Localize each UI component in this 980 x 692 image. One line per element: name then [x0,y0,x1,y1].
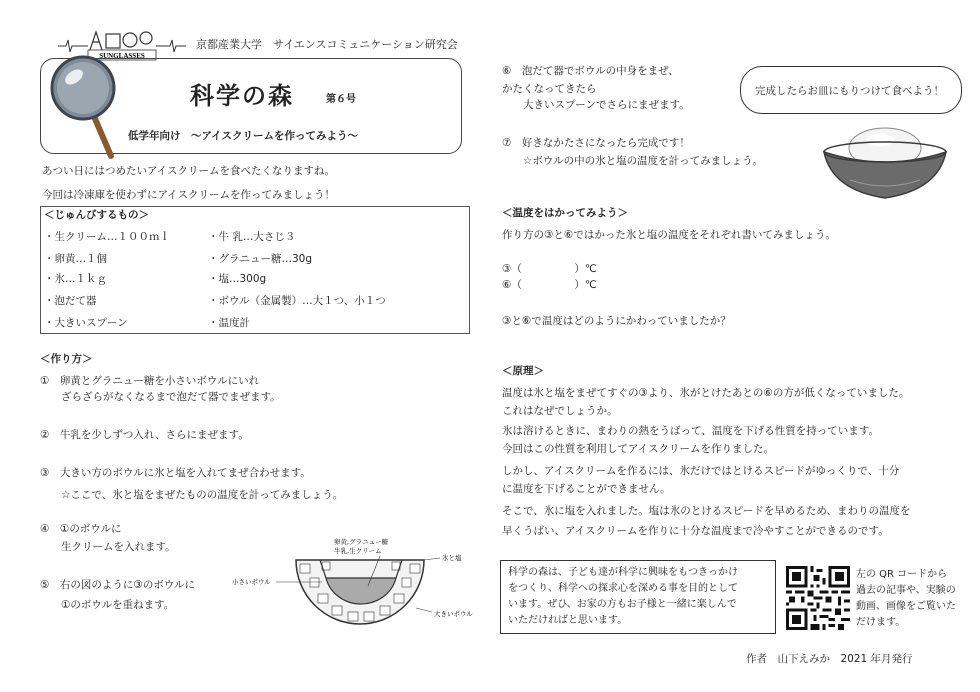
material-item: ・氷…１ｋｇ [44,273,107,285]
material-item: ・塩…300g [208,273,267,285]
step-line: ① 卵黄とグラニュー糖を小さいボウルにいれ [40,375,260,387]
qr-code-icon[interactable] [786,566,850,630]
principle-heading: ＜原理＞ [502,365,544,377]
measure-row-6: ⑥（ ）℃ [502,279,597,291]
step-line: 生クリームを入れます。 [40,541,176,553]
diagram-label-mix2: 牛乳,生クリーム [334,547,382,555]
measure-text: 作り方の③と⑥ではかった氷と塩の温度をそれぞれ書いてみましょう。 [502,229,836,241]
qr-text-line: 動画、画像をご覧いた [856,601,956,612]
step-line: ② 牛乳を少しずつ入れ、さらにまぜます。 [40,429,249,441]
measure-heading: ＜温度をはかってみよう＞ [502,207,628,219]
step-line: ⑤ 右の図のように③のボウルに [40,579,196,591]
diagram-label-ice: 氷と塩 [442,554,462,562]
material-item: ・牛 乳…大さじ３ [208,231,296,243]
info-line: 科学の森は、子ども達が科学に興味をもつきっかけ [508,567,738,578]
step-line: かたくなってきたら [502,83,597,95]
material-item: ・ボウル（金属製）…大１つ、小１つ [208,295,386,307]
step-line: ④ ①のボウルに [40,523,122,535]
step-line: ざらざらがなくなるまで泡だて器でまぜます。 [40,391,281,403]
bowl-diagram [230,538,492,636]
material-item: ・卵黄…１個 [44,253,107,265]
principle-line: しかし、アイスクリームを作るには、氷だけではとけるスピードがゆっくりで、十分 [502,465,900,477]
speech-bubble-text: 完成したらお皿にもりつけて食べよう！ [755,85,944,97]
intro-line: あつい日にはつめたいアイスクリームを食べたくなりますね。 [42,165,335,177]
magnifier-icon [45,52,145,162]
diagram-label-big: 大きいボウル [434,610,473,618]
info-line: をつくり、科学への探求心を深める事を目的として [508,583,738,594]
principle-line: 今回はこの性質を利用してアイスクリームを作りました。 [502,443,774,455]
step-line: ⑥ 泡だて器でボウルの中身をまぜ、 [502,65,679,77]
step-line: ☆ボウルの中の氷と塩の温度を計ってみましょう。 [502,155,764,167]
materials-box [40,206,470,334]
material-item: ・温度計 [208,317,250,329]
principle-line: に温度を下げることができません。 [502,483,671,495]
qr-text-line: 過去の記事や、実験の [856,585,956,596]
diagram-label-small: 小さいボウル [232,578,271,586]
page-subtitle: 低学年向け ～アイスクリームを作ってみよう～ [128,130,358,142]
page-title: 科学の森 [190,82,294,110]
step-line: 大きいスプーンでさらにまぜます。 [502,99,690,111]
logo-text: SUNGLASSES [99,52,145,60]
diagram-label-mix: 卵黄,グラニュー糖 [334,538,389,546]
step-line: ③ 大きい方のボウルに氷と塩を入れてまぜ合わせます。 [40,467,311,479]
principle-line: 早くうばい、アイスクリームを作りに十分な温度まで冷やすことができるのです。 [502,525,889,537]
step-line: ☆ここで、氷と塩をまぜたものの温度を計ってみましょう。 [40,489,344,501]
principle-line: 温度は氷と塩をまぜてすぐの③より、氷がとけたあとの⑥の方が低くなっていました。 [502,387,910,399]
step-line: ⑦ 好きなかたさになったら完成です！ [502,137,690,149]
measure-question: ③と⑥で温度はどのようにかわっていましたか？ [502,315,731,327]
footer-author: 作者 山下えみか 2021 年月発行 [746,653,913,665]
ice-cream-bowl-icon [820,118,950,204]
issue-number: 第６号 [326,94,356,105]
material-item: ・大きいスプーン [44,317,128,329]
materials-heading: ＜じゅんびするもの＞ [44,209,149,221]
org-name: 京都産業大学 サイエンスコミュニケーション研究会 [196,38,458,51]
qr-text-line: 左の QR コードから [856,569,948,580]
steps-heading: ＜作り方＞ [40,353,93,365]
intro-line: 今回は冷凍庫を使わずにアイスクリームを作ってみましょう！ [42,189,335,201]
qr-text-line: だけます。 [856,617,906,628]
info-line: いただければと思います。 [508,615,628,626]
material-item: ・泡だて器 [44,295,97,307]
measure-row-3: ③（ ）℃ [502,263,597,275]
principle-line: 氷は溶けるときに、まわりの熱をうばって、温度を下げる性質を持っています。 [502,425,879,437]
info-line: います。ぜひ、お家の方もお子様と一緒に楽しんで [508,599,737,610]
material-item: ・生クリーム…１００ｍｌ [44,231,170,243]
principle-line: これはなぜでしょうか。 [502,405,618,417]
principle-line: そこで、氷に塩を入れました。塩は氷のとけるスピードを早めるため、まわりの温度を [502,505,911,517]
material-item: ・グラニュー糖…30g [208,253,313,265]
step-line: ①のボウルを重ねます。 [40,599,175,611]
